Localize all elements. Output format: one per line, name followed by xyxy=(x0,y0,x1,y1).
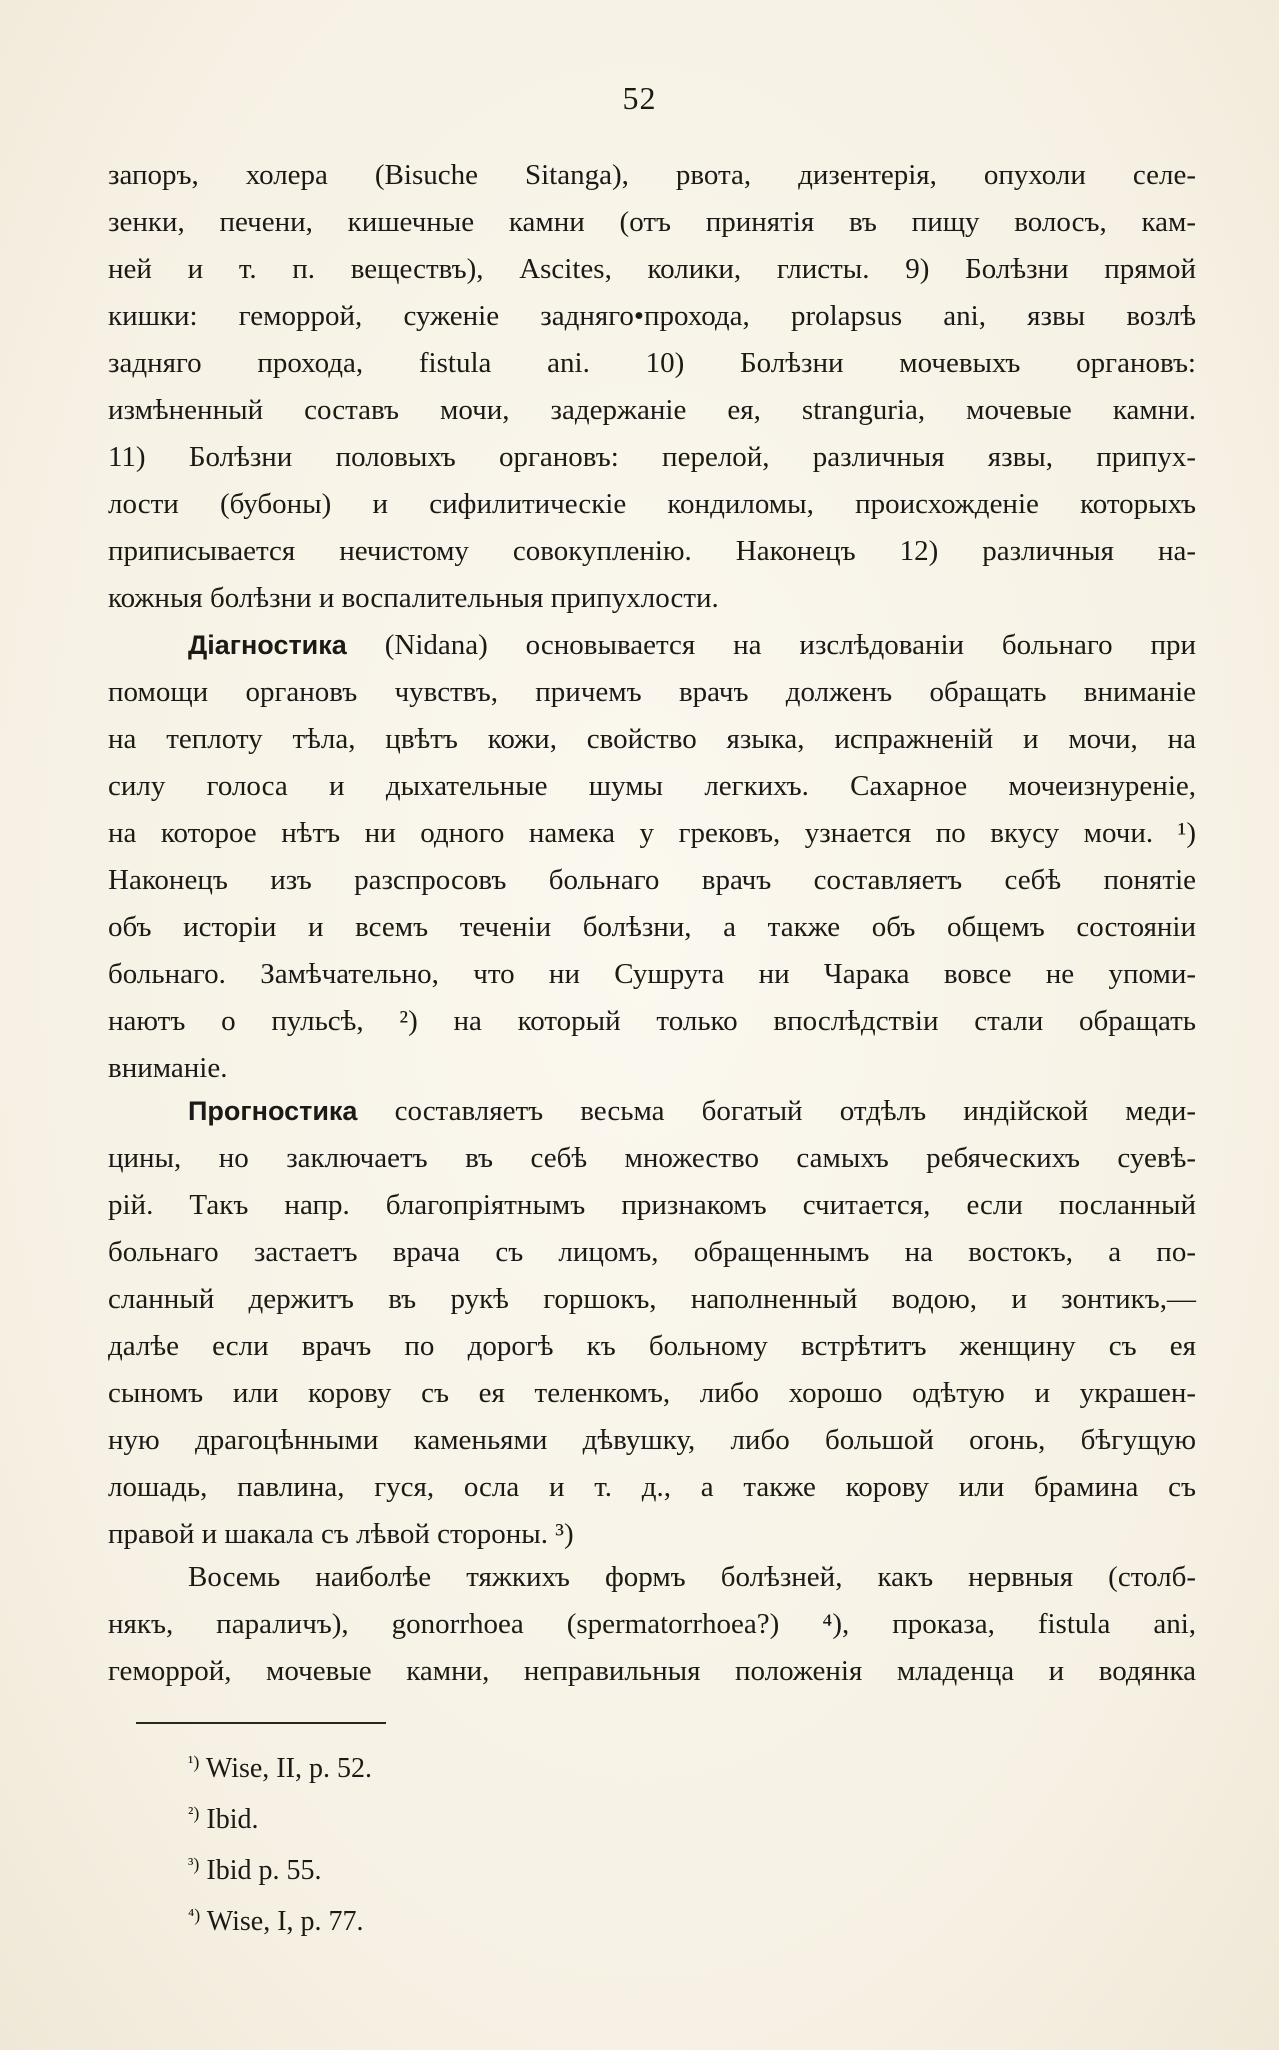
footnote-mark: ³) xyxy=(188,1854,200,1874)
text-line-rest: (Nidana) основывается на изслѣдованіи больнаго при xyxy=(384,629,1196,661)
text-line: ней и т. п. веществъ), Ascites, колики, глисты. 9) Болѣзни прямой xyxy=(108,253,1196,285)
text-line: запоръ, холера (Bisuche Sitanga), рвота, дизентерія, опухоли селе- xyxy=(108,159,1196,191)
text-line: правой и шакала съ лѣвой стороны. ³) xyxy=(108,1518,574,1550)
paragraph-severe-diseases xyxy=(108,1554,1196,1695)
footnote-text: Wise, II, p. 52. xyxy=(205,1753,372,1784)
section-heading-prognostics: Прогностика xyxy=(188,1096,358,1126)
text-line: Наконецъ изъ разспросовъ больнаго врачъ составляетъ себѣ понятіе xyxy=(108,864,1196,896)
text-line: Восемь наиболѣе тяжкихъ формъ болѣзней, какъ нервныя (столб- xyxy=(188,1561,1196,1593)
text-line: кожныя болѣзни и воспалительныя припухлости. xyxy=(108,582,719,614)
section-heading-diagnostics: Діагностика xyxy=(188,630,347,660)
text-line: на которое нѣтъ ни одного намека у грековъ, узнается по вкусу мочи. ¹) xyxy=(108,817,1196,849)
footnote xyxy=(188,1791,372,1842)
paragraph-diagnostics xyxy=(108,622,1196,1092)
text-line: някъ, параличъ), gonorrhoea (spermatorrhoea?) ⁴), проказа, fistula ani, xyxy=(108,1608,1196,1640)
text-line: силу голоса и дыхательные шумы легкихъ. Сахарное мочеизнуреніе, xyxy=(108,770,1196,802)
text-line: далѣе если врачъ по дорогѣ къ больному встрѣтитъ женщину съ ея xyxy=(108,1330,1196,1362)
text-line: приписывается нечистому совокупленію. Наконецъ 12) различныя на- xyxy=(108,535,1196,567)
text-line: зенки, печени, кишечные камни (отъ принятія въ пищу волосъ, кам- xyxy=(108,206,1196,238)
footnote-text: Wise, I, p. 77. xyxy=(206,1906,364,1937)
paragraph-diseases-list xyxy=(108,152,1196,622)
text-line: на теплоту тѣла, цвѣтъ кожи, свойство языка, испражненій и мочи, на xyxy=(108,723,1196,755)
text-line: больнаго застаетъ врача съ лицомъ, обращеннымъ на востокъ, а по- xyxy=(108,1236,1196,1268)
footnotes xyxy=(188,1740,372,1944)
text-line: цины, но заключаетъ въ себѣ множество самыхъ ребяческихъ суевѣ- xyxy=(108,1142,1196,1174)
paragraph-prognostics xyxy=(108,1088,1196,1558)
text-line: больнаго. Замѣчательно, что ни Сушрута ни Чарака вовсе не упоми- xyxy=(108,958,1196,990)
footnote-text: Ibid. xyxy=(206,1804,259,1835)
text-line: ную драгоцѣнными каменьями дѣвушку, либо большой огонь, бѣгущую xyxy=(108,1424,1196,1456)
text-line: лошадь, павлина, гуся, осла и т. д., а также корову или брамина съ xyxy=(108,1471,1196,1503)
text-line: кишки: геморрой, суженіе задняго•прохода, prolapsus ani, язвы возлѣ xyxy=(108,300,1196,332)
text-line: объ исторіи и всемъ теченіи болѣзни, а также объ общемъ состояніи xyxy=(108,911,1196,943)
text-line: сыномъ или корову съ ея теленкомъ, либо хорошо одѣтую и украшен- xyxy=(108,1377,1196,1409)
text-line: 11) Болѣзни половыхъ органовъ: перелой, различныя язвы, припух- xyxy=(108,441,1196,473)
text-line xyxy=(108,1088,1196,1135)
text-line: помощи органовъ чувствъ, причемъ врачъ долженъ обращать вниманіе xyxy=(108,676,1196,708)
footnote-mark: ¹) xyxy=(188,1752,200,1772)
text-line: лости (бубоны) и сифилитическіе кондиломы, происхожденіе которыхъ xyxy=(108,488,1196,520)
text-line: измѣненный составъ мочи, задержаніе ея, strangurіa, мочевые камни. xyxy=(108,394,1196,426)
footnote xyxy=(188,1842,372,1893)
text-line: наютъ о пульсѣ, ²) на который только впослѣдствіи стали обращать xyxy=(108,1005,1196,1037)
text-line: вниманіе. xyxy=(108,1052,228,1084)
footnote-mark: ²) xyxy=(188,1803,200,1823)
footnote-text: Ibid p. 55. xyxy=(206,1855,322,1886)
text-line: сланный держитъ въ рукѣ горшокъ, наполненный водою, и зонтикъ,— xyxy=(108,1283,1196,1315)
text-line: рій. Такъ напр. благопріятнымъ признакомъ считается, если посланный xyxy=(108,1189,1196,1221)
footnote-mark: ⁴) xyxy=(188,1905,201,1925)
footnote-divider xyxy=(136,1722,386,1724)
footnote xyxy=(188,1740,372,1791)
text-line: геморрой, мочевые камни, неправильныя положенія младенца и водянка xyxy=(108,1655,1196,1687)
text-line xyxy=(108,622,1196,669)
text-line-rest: составляетъ весьма богатый отдѣлъ индійской меди- xyxy=(394,1095,1196,1127)
footnote xyxy=(188,1893,372,1944)
page-number: 52 xyxy=(622,80,657,116)
text-line: задняго прохода, fistula ani. 10) Болѣзни мочевыхъ органовъ: xyxy=(108,347,1196,379)
